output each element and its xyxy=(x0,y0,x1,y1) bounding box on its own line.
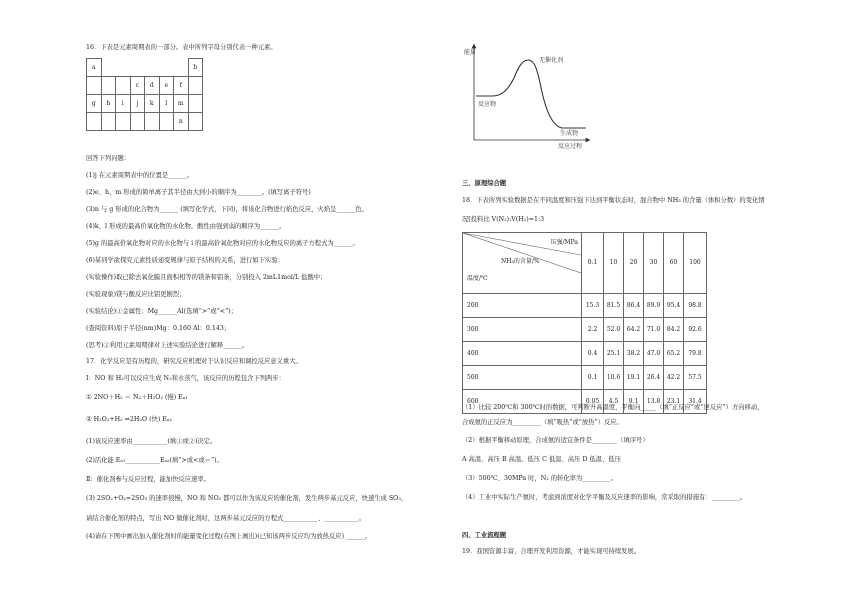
q17-line: (2)活化能 Eₐ₁___________Eₐ₂(填“>或<或＝”)。 xyxy=(86,457,223,464)
q16-line: (2)e、h、m 形成的简单离子其半径由大到小的顺序为________。(填写离子符号) xyxy=(86,189,311,196)
value-cell: 26.4 xyxy=(644,366,664,390)
pt-cell: c xyxy=(130,77,145,95)
pt-cell: e xyxy=(159,77,174,95)
pt-cell: b xyxy=(188,59,203,77)
value-cell: 19.1 xyxy=(624,366,644,390)
q17-line: Ⅰ：NO 和 H₂可以反应生成 N₂和水蒸气，该反应的历程包含下列两步： xyxy=(86,375,285,382)
pt-cell xyxy=(159,113,174,131)
pt-cell xyxy=(145,113,160,131)
nh3-data-table xyxy=(462,232,707,414)
q16-line: (实验结论)①金属性：Mg______Al(选填“>”或“<”)； xyxy=(86,308,238,315)
section-3-heading: 三、原理综合题 xyxy=(462,180,507,187)
value-cell: 86.4 xyxy=(624,294,644,318)
value-cell: 9.1 xyxy=(624,390,644,414)
value-cell: 65.2 xyxy=(664,342,684,366)
pt-cell xyxy=(188,113,203,131)
value-cell: 0.4 xyxy=(582,342,604,366)
value-cell: 31.4 xyxy=(684,390,707,414)
value-cell: 81.5 xyxy=(604,294,624,318)
value-cell: 47.0 xyxy=(644,342,664,366)
value-cell: 64.2 xyxy=(624,318,644,342)
header-pressure: 压强/MPa xyxy=(550,239,578,246)
header-nh3: NH₃的含量/% xyxy=(501,258,540,265)
value-cell: 52.0 xyxy=(604,318,624,342)
q18-ratio: 况[投料比 V(N₂):V(H₂)=1:3 xyxy=(462,216,545,223)
pt-cell xyxy=(101,77,116,95)
value-cell: 38.2 xyxy=(624,342,644,366)
pt-cell xyxy=(188,77,203,95)
temp-cell: 500 xyxy=(463,366,582,390)
pt-cell xyxy=(116,113,131,131)
q18-line: 合成氨的正反应为_________（填“吸热”或“放热”）反应。 xyxy=(462,419,623,426)
pt-cell xyxy=(116,77,131,95)
q17-line: ① 2NO＋H₂ ＝ N₂＋H₂O₂ (慢) Eₐ₁ xyxy=(86,394,188,401)
pt-cell xyxy=(130,113,145,131)
q16-line: (1)j 在元素周期表中的位置是______。 xyxy=(86,172,194,179)
pt-cell xyxy=(87,113,102,131)
section-4-heading: 四、工业流程题 xyxy=(462,532,507,539)
pt-cell: d xyxy=(145,77,160,95)
value-cell: 0.1 xyxy=(582,366,604,390)
value-cell: 42.2 xyxy=(664,366,684,390)
q16-line: (查阅资料)原子半径(nm)Mg：0.160 Al：0.143； xyxy=(86,325,231,332)
q16-line: (4)k、l 形成的最高价氧化物的水化物，酸性由强到弱的顺序为______。 xyxy=(86,223,286,230)
product-label: 生成物 xyxy=(560,130,579,137)
pt-cell: n xyxy=(174,113,189,131)
pt-cell: g xyxy=(87,95,102,113)
table-diagonal-header xyxy=(463,233,582,294)
table-row xyxy=(463,294,707,318)
value-cell: 84.2 xyxy=(664,318,684,342)
q16-intro: 16．下表是元素周期表的一部分。表中所列字母分别代表一种元素。 xyxy=(86,44,277,51)
value-cell: 10.6 xyxy=(604,366,624,390)
y-axis-label: 能量 xyxy=(464,49,477,56)
q16-line: (6)某同学欲探究元素性质递变规律与原子结构的关系，进行如下实验： xyxy=(86,257,284,264)
energy-curve xyxy=(476,60,586,128)
value-cell: 0.05 xyxy=(582,390,604,414)
pt-cell: j xyxy=(130,95,145,113)
energy-diagram xyxy=(462,40,592,152)
pt-cell: k xyxy=(145,95,160,113)
value-cell: 95.4 xyxy=(664,294,684,318)
reactant-label: 反应物 xyxy=(478,101,497,108)
temp-cell: 600 xyxy=(463,390,582,414)
pt-cell xyxy=(101,113,116,131)
value-cell: 25.1 xyxy=(604,342,624,366)
value-cell: 79.8 xyxy=(684,342,707,366)
pressure-cell: 20 xyxy=(624,233,644,294)
value-cell: 57.5 xyxy=(684,366,707,390)
q16-line: (思考)②利用元素周期律对上述实验结论进行解释______。 xyxy=(86,342,249,349)
pt-cell: a xyxy=(87,59,102,77)
pt-cell: i xyxy=(116,95,131,113)
value-cell: 71.0 xyxy=(644,318,664,342)
q16-line: 回答下列问题： xyxy=(86,155,131,162)
table-row xyxy=(463,366,707,390)
temp-cell: 300 xyxy=(463,318,582,342)
pressure-cell: 100 xyxy=(684,233,707,294)
q18-intro: 18．下表所列实验数据是在不同温度和压强下达到平衡状态时，混合物中 NH₃ 的含量（体积分数）的变化情 xyxy=(462,197,765,204)
q18-line: （3）500℃、30MPa 时，N₂ 的转化率为_________。 xyxy=(462,475,617,482)
value-cell: 4.5 xyxy=(604,390,624,414)
pressure-cell: 30 xyxy=(644,233,664,294)
pt-cell: f xyxy=(174,77,189,95)
q17-line: 请结合催化剂的特点，写出 NO 做催化剂时，这两步基元反应的方程式___________、___________。 xyxy=(86,515,366,522)
q17-line: (4)请在下图中画出加入催化剂时的能量变化过程(在图上画出)(已知该两步反应均为放热反应) ______。 xyxy=(86,533,372,540)
q16-line: (5)g 的最高价氧化物对应的水化物与 i 的最高价氧化物对应的水化物反应的离子方程式为______。 xyxy=(86,240,359,247)
pressure-cell: 60 xyxy=(664,233,684,294)
header-temp: 温度/℃ xyxy=(467,275,488,282)
q18-line: A 高温、高压 B 高温、低压 C 低温、高压 D 低温、低压 xyxy=(462,456,621,463)
value-cell: 13.8 xyxy=(644,390,664,414)
x-axis-label: 反应过程 xyxy=(558,143,583,150)
q18-line: （4）工业中实际生产氨时，考虑到浓度对化学平衡及反应速率的影响，常采取的措施有：_________。 xyxy=(462,494,747,501)
q16-line: (实验现象)镁与酸反应比铝更剧烈； xyxy=(86,291,186,298)
q17-line: 17．化学反应是有历程的，研究反应机理对于认识反应和调控反应意义重大。 xyxy=(86,358,302,365)
pt-cell: h xyxy=(101,95,116,113)
table-row xyxy=(463,342,707,366)
pt-cell: m xyxy=(174,95,189,113)
pressure-cell: 10 xyxy=(604,233,624,294)
table-row xyxy=(463,318,707,342)
value-cell: 2.2 xyxy=(582,318,604,342)
temp-cell: 200 xyxy=(463,294,582,318)
pt-cell: l xyxy=(159,95,174,113)
value-cell: 15.3 xyxy=(582,294,604,318)
periodic-table-fragment xyxy=(86,58,203,131)
q16-line: (3)n 与 g 形成的化合物为______ (填写化学式，下同)，将该化合物进行焰色反应，火焰呈______色。 xyxy=(86,206,368,213)
q18-line: （1）比较 200℃和 300℃时的数据，可判断升高温度，平衡向_____（填“正反应”或“逆反应”）方向移动， xyxy=(462,404,764,411)
q17-line: (3) 2SO₂+O₂=2SO₃ 的速率很慢，NO 和 NO₂ 都可以作为该反应的催化剂，发生两步基元反应，快速生成 SO₃， xyxy=(86,495,408,502)
value-cell: 23.1 xyxy=(664,390,684,414)
pressure-cell: 0.1 xyxy=(582,233,604,294)
q16-line: (实验操作)取已除去氧化膜且面积相等的镁条和铝条，分别投入 2mL1mol/L 盐酸中； xyxy=(86,274,327,281)
curve-label: 无催化剂 xyxy=(539,57,564,64)
value-cell: 92.6 xyxy=(684,318,707,342)
q17-line: (1)该反应速率由___________(填①或②)决定。 xyxy=(86,438,217,445)
temp-cell: 400 xyxy=(463,342,582,366)
value-cell: 89.9 xyxy=(644,294,664,318)
pt-cell xyxy=(87,77,102,95)
value-cell: 98.8 xyxy=(684,294,707,318)
pt-cell xyxy=(188,95,203,113)
q17-line: Ⅱ：催化剂参与反应过程，能加快反应速率。 xyxy=(86,476,210,483)
q17-line: ② H₂O₂+H₂ ⇌2H₂O (快) Eₐ₂ xyxy=(86,416,172,423)
q19-intro: 19．我国资源丰富，合理开发利用资源，才能实现可持续发展。 xyxy=(462,548,641,555)
q18-line: （2）根据平衡移动原理，合成氨的适宜条件是________（填序号） xyxy=(462,437,649,444)
